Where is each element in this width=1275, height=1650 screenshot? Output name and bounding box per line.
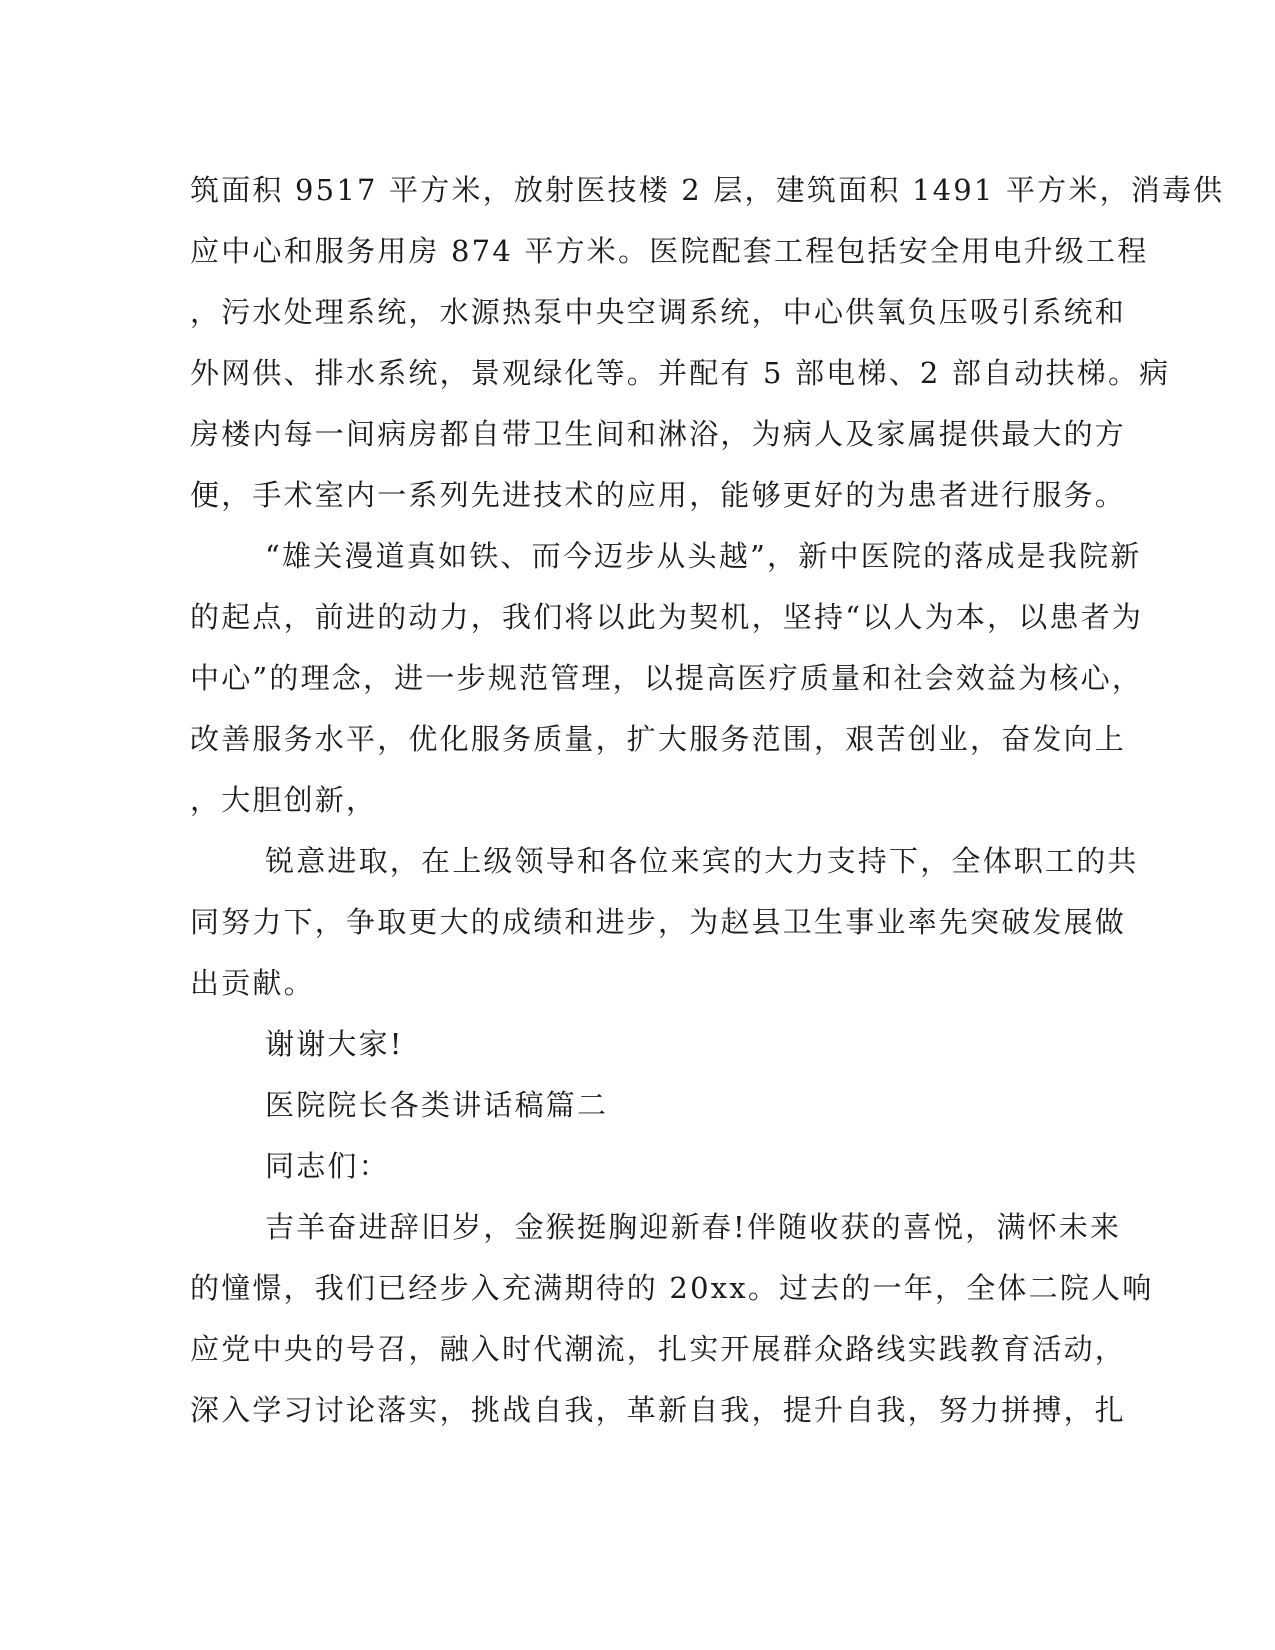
text-line: 筑面积 9517 平方米，放射医技楼 2 层，建筑面积 1491 平方米，消毒供 — [190, 173, 1225, 207]
text-line: 应中心和服务用房 874 平方米。医院配套工程包括安全用电升级工程 — [190, 234, 1149, 268]
text-line: 房楼内每一间病房都自带卫生间和淋浴，为病人及家属提供最大的方 — [190, 417, 1127, 451]
text-line: 应党中央的号召，融入时代潮流，扎实开展群众路线实践教育活动， — [190, 1332, 1127, 1366]
text-line: 的起点，前进的动力，我们将以此为契机，坚持“以人为本，以患者为 — [190, 600, 1144, 634]
text-line: 外网供、排水系统，景观绿化等。并配有 5 部电梯、2 部自动扶梯。病 — [190, 356, 1171, 390]
text-line: ，污水处理系统，水源热泵中央空调系统，中心供氧负压吸引系统和 — [190, 295, 1127, 329]
salutation: 同志们： — [265, 1149, 390, 1183]
paragraph-start-line: 吉羊奋进辞旧岁，金猴挺胸迎新春!伴随收获的喜悦，满怀未来 — [265, 1210, 1122, 1244]
text-line: 同努力下，争取更大的成绩和进步，为赵县卫生事业率先突破发展做 — [190, 905, 1127, 939]
section-heading: 医院院长各类讲话稿篇二 — [265, 1088, 609, 1122]
closing-thanks: 谢谢大家! — [265, 1027, 404, 1061]
text-line: ，大胆创新， — [190, 783, 378, 817]
text-line: 深入学习讨论落实，挑战自我，革新自我，提升自我，努力拼搏，扎 — [190, 1393, 1127, 1427]
text-line: 出贡献。 — [190, 966, 315, 1000]
paragraph-start-line: “雄关漫道真如铁、而今迈步从头越”，新中医院的落成是我院新 — [265, 539, 1142, 573]
text-line: 改善服务水平，优化服务质量，扩大服务范围，艰苦创业，奋发向上 — [190, 722, 1127, 756]
text-line: 的憧憬，我们已经步入充满期待的 20xx。过去的一年，全体二院人响 — [190, 1271, 1154, 1305]
text-line: 便，手术室内一系列先进技术的应用，能够更好的为患者进行服务。 — [190, 478, 1127, 512]
paragraph-start-line: 锐意进取，在上级领导和各位来宾的大力支持下，全体职工的共 — [265, 844, 1139, 878]
body-text — [190, 160, 1225, 1441]
text-line: 中心”的理念，进一步规范管理，以提高医疗质量和社会效益为核心， — [190, 661, 1144, 695]
